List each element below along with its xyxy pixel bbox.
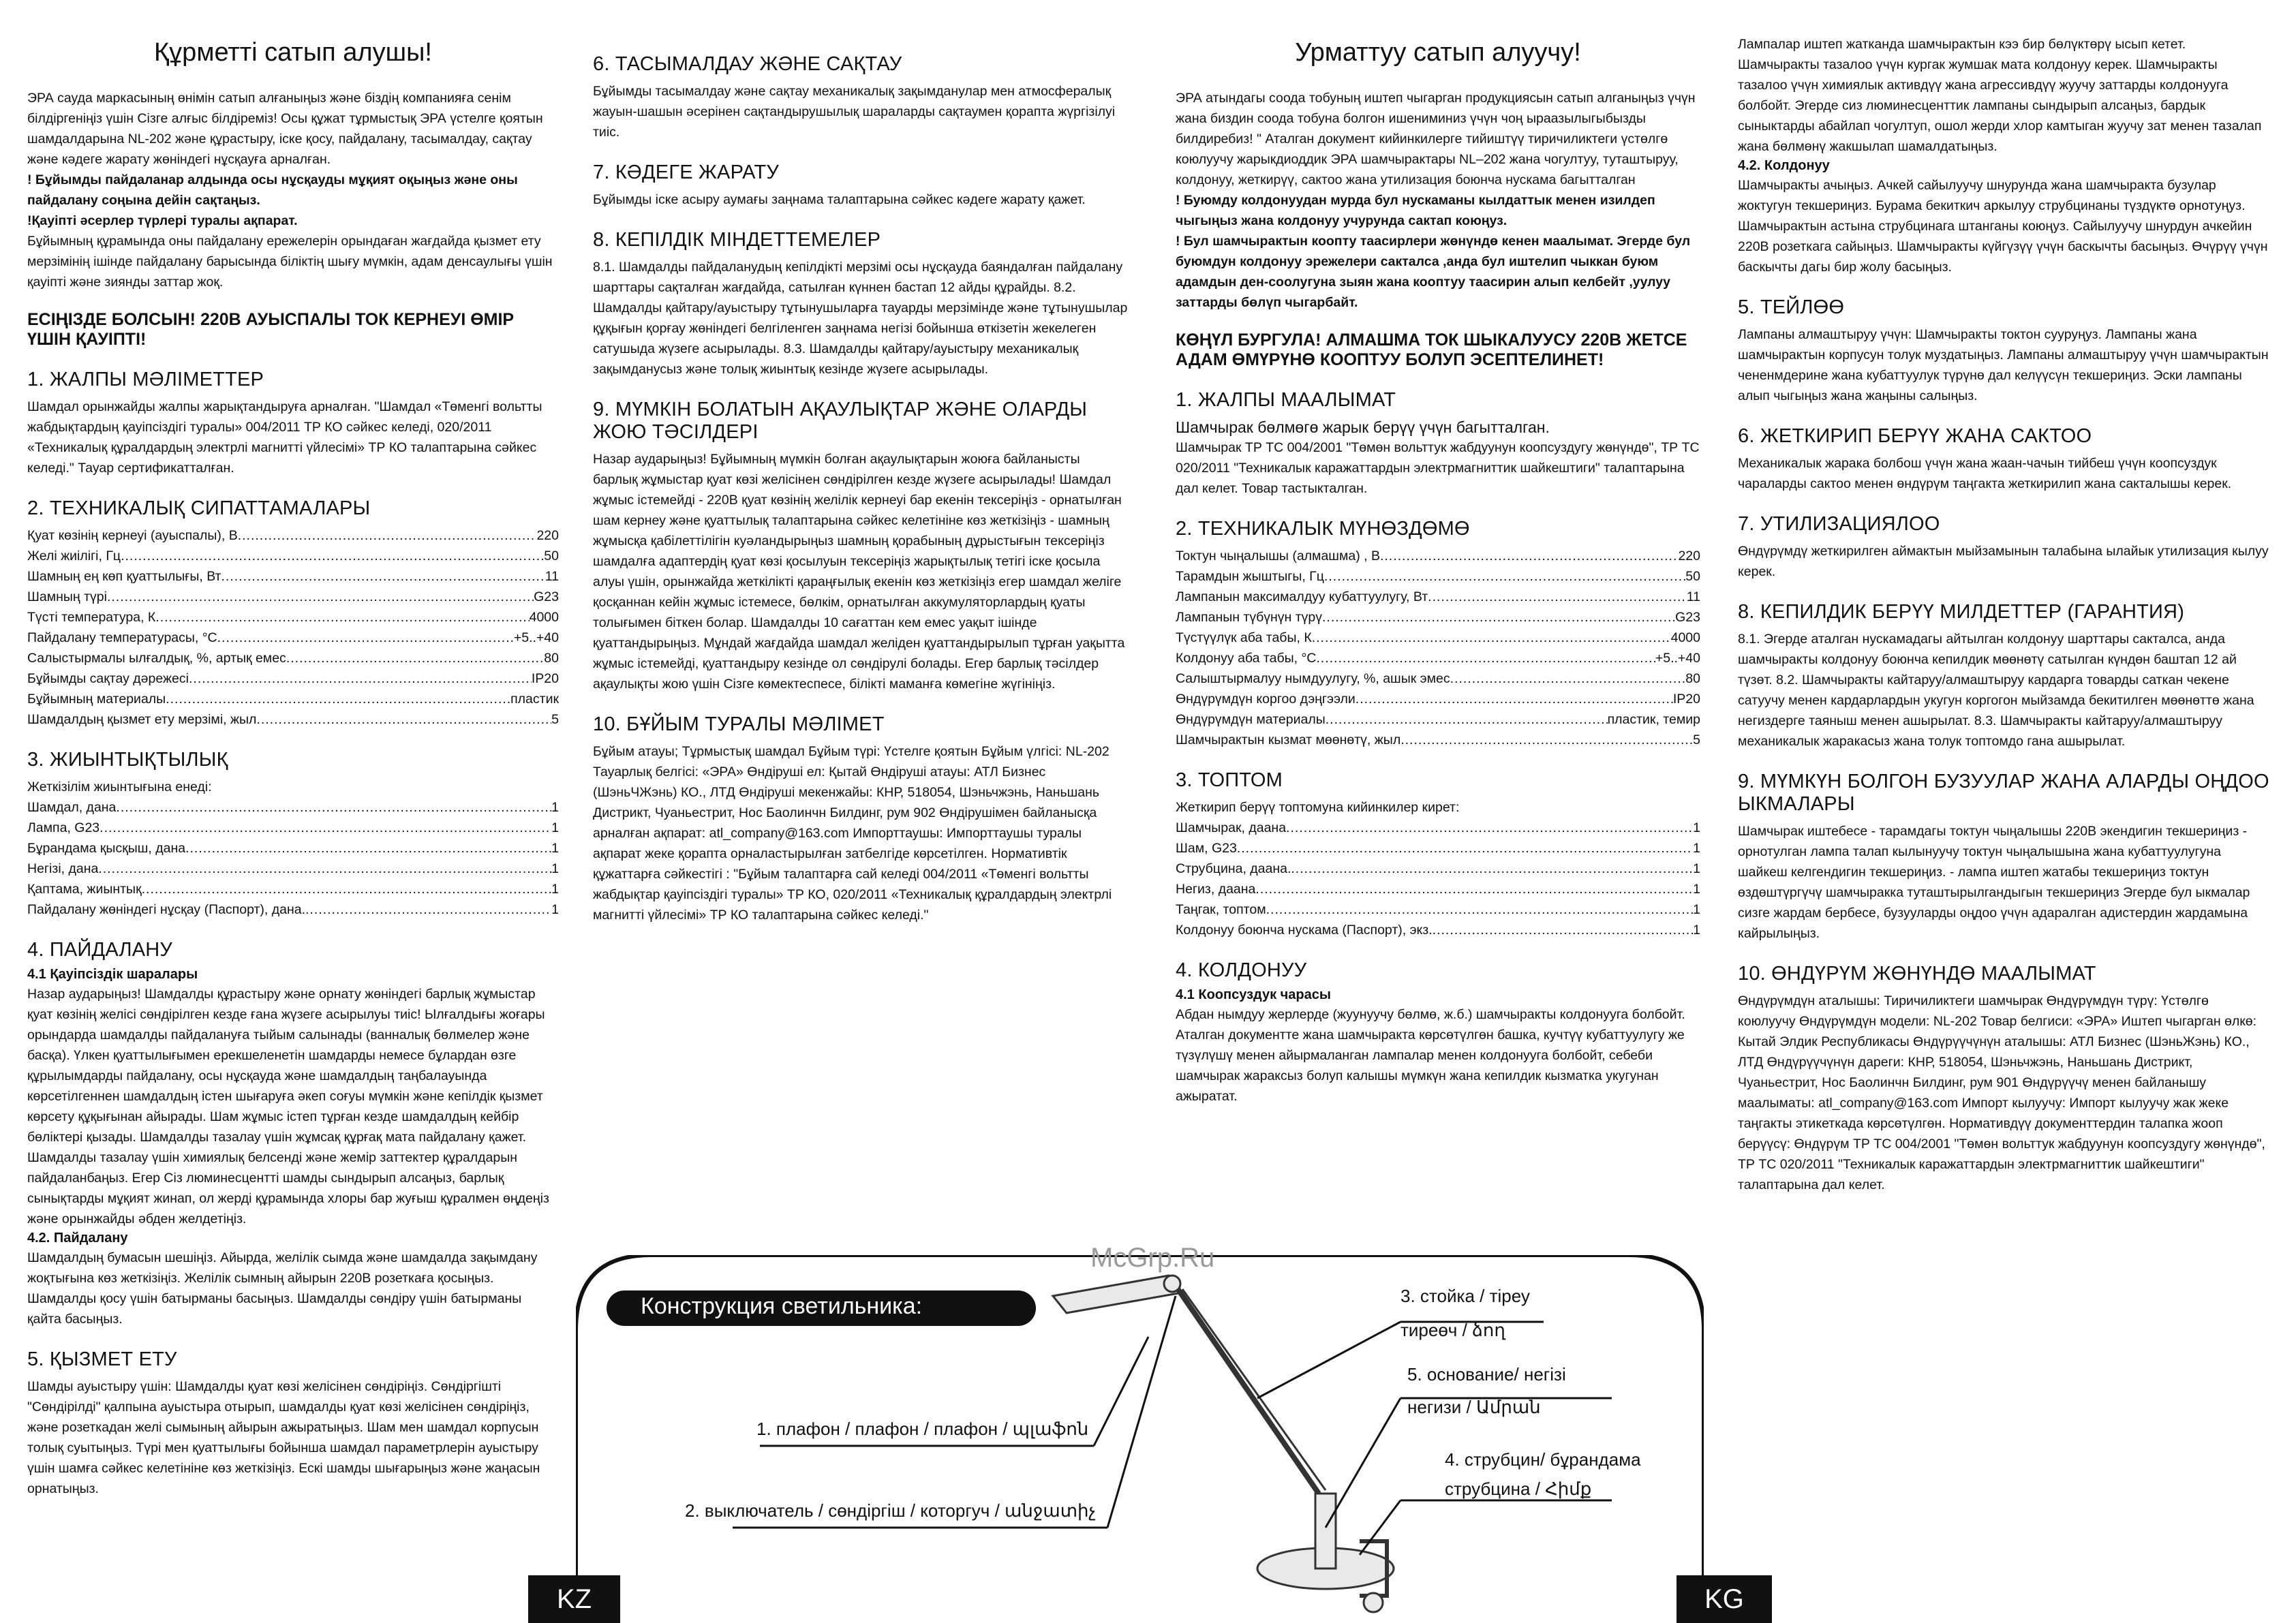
kg-s41b-text: Лампалар иштеп жатканда шамчырактын кээ бир бөлүктөрү ысып кетет. Шамчыракты тазалоо үчүн кургак жумшак мата колдонуу керек. Шамчыракты тазалоо үчүн химиялык активдүү жана агрессивдүү жуучу заттарды колдонууга болбойт. Эгерде сиз люминесценттик лампаны сындырып алсаңыз, бардык сыныктарды абайлап чогултуп, ошол жерди хлор камтыган жуучу зат менен тазалап жана бөлмөнү жакшылап шамалдатыңыз. (1738, 37, 2262, 154)
kit-label: Пайдалану жөніндегі нұсқау (Паспорт), дана. (27, 902, 306, 917)
kg-s41-text: Абдан нымдуу жерлерде (жуунуучу бөлмө, ж.б.) шамчыракты колдонууга болбойт. Аталган документте жана шамчыракта көрсөтүлгөн башка, кучтүү кубаттуулугу же түзүлүшү менен айырмаланган лампалар менен колдонууга болбойт, себеби шамчырак жараксыз болуп калышы мүмкүн жана кепилдик кызматка укугунан ажыратат. (1176, 1007, 1685, 1104)
spec-label: Лампанын түбүнүн түрү (1176, 610, 1323, 625)
kg-kit-list (1176, 818, 1700, 940)
kg-s2-title: 2. ТЕХНИКАЛЫК МҮНӨЗДӨМӨ (1176, 518, 1470, 540)
spec-value: G23 (534, 589, 559, 604)
dot-leader (1326, 709, 1608, 730)
kit-label: Лампа, G23 (27, 820, 100, 835)
watermark: McGrp.Ru (1090, 1243, 1215, 1273)
kg-s7-text: Өндүрүмдү жеткирилген аймактын мыйзамынын талабына ылайык утилизация кылуу керек. (1738, 544, 2269, 579)
dot-leader (238, 525, 537, 546)
spec-value: IP20 (1672, 692, 1700, 707)
dot-leader (155, 607, 529, 628)
kg-s8-title: 8. КЕПИЛДИК БЕРҮҮ МИЛДЕТТЕР (ГАРАНТИЯ) (1738, 601, 2185, 623)
kit-row (1176, 920, 1700, 940)
spec-label: Салыштырмалуу нымдуулугу, %, ашык эмес (1176, 671, 1450, 686)
kg-s3-title: 3. ТОПТОМ (1176, 769, 1283, 791)
kit-value: 1 (1693, 861, 1700, 876)
diagram-title: Конструкция светильника: (641, 1293, 923, 1319)
kz-s2-title: 2. ТЕХНИКАЛЫҚ СИПАТТАМАЛАРЫ (27, 497, 371, 519)
spec-label: Желі жиілігі, Гц (27, 548, 121, 563)
kit-value: 1 (1693, 820, 1700, 835)
kit-row (1176, 899, 1700, 920)
kz-note-2: !Қауіпті әсерлер түрлері туралы ақпарат. (27, 213, 298, 228)
spec-value: 80 (1685, 671, 1700, 686)
dot-leader (1380, 546, 1679, 566)
dot-leader (98, 859, 551, 879)
kz-s10-text: Бұйым атауы; Тұрмыстық шамдал Бұйым түрі: Үстелге қоятын Бұйым үлгісі: NL-202 Тауарлық белгісі: «ЭРА» Өндіруші ел: Қытай Өндіруші атауы: АТЛ Бизнес (ШэньЧЖэнь) КО., ЛТД Өндіруші мекенжайы: КНР, 518054, Шэньчжэнь, Наньшань Дистрикт, Чуаньестрит, Нос Баолинчн Билдинг, рум 902 Өндірушімен байланысқа арналған ақпарат: atl_company@163.com Импорттаушы: Импорттаушы туралы ақпарат жеке қорапта орналастырылған затбелгіде көрсетілген. Нормативтік құжаттарға сәйкестігі : "Бұйым талаптарға сай келеді 004/2011 «Төменгі вольтты жабдықтар қауіпсіздігі туралы» ТР КО, 020/2011 «Техникалық құралдардың электрлі магнитті үйлесімі» ТР КО талаптарына сәйкес келеді." (593, 744, 1112, 923)
kg-s5-text: Лампаны алмаштыруу үчүн: Шамчыракты токтон сууруңуз. Лампаны жана шамчырактын корпусун толук муздатыңыз. Лампаны алмаштыруу үчүн шамчырактын чененмдерине жана кубаттуулук түрүнө дал келүүсүн текшериңиз. Эски лампаны алып чыгыңыз жана жаңыны салыңыз. (1738, 327, 2269, 403)
kg-s1-lead: Шамчырак бөлмөгө жарык берүү үчүн багытталган. (1176, 418, 1550, 436)
kz-warning: ЕСІҢІЗДЕ БОЛСЫН! 220В АУЫСПАЛЫ ТОК КЕРНЕУІ ӨМІР ҮШІН ҚАУІПТІ! (27, 310, 515, 349)
dot-leader (1450, 668, 1686, 689)
dot-leader (166, 689, 510, 709)
kz-specs-list (27, 525, 559, 730)
spec-label: Түстүүлүк аба табы, К (1176, 630, 1312, 645)
kit-value: 1 (1693, 841, 1700, 856)
kit-label: Таңгак, топтом (1176, 902, 1266, 917)
kz-s6-title: 6. ТАСЫМАЛДАУ ЖӘНЕ САҚТАУ (593, 53, 902, 75)
kg-s9-text: Шамчырак иштебесе - тарамдагы токтун чыңалышы 220В экендигин текшериңиз - орнотулган лампа талап кылынуучу токтун чыңалышына жана кубаттуулугуна шайкеш келгендигин текшериңиз. - лампа иштеп жатабы текшериңиз токтун өздөштүргүчү шамчыракка туташтырылгандыгын текшериңиз Эгерде бул ыкмалар сизге жардам бербесе, бузууларды оңдоо үчүн адаралган адистердин жардамына кайрылыңыз. (1738, 824, 2250, 941)
kz-s3-title: 3. ЖИЫНТЫҚТЫЛЫҚ (27, 749, 228, 771)
kz-note-3: Бұйымның құрамында оны пайдалану ережелерін орындаған жағдайда қызмет ету мерзімінің ішінде пайдалану барысында біліктің шығу мүмкін, адам денсаулығы үшін қауіпті және зиянды заттар жоқ. (27, 234, 553, 290)
kz-s7-title: 7. КӘДЕГЕ ЖАРАТУ (593, 161, 779, 183)
dot-leader (305, 899, 551, 920)
spec-row (27, 607, 559, 628)
dot-leader (221, 566, 545, 587)
kz-s3-intro: Жеткізілім жиынтығына енеді: (27, 779, 212, 794)
spec-row (1176, 546, 1700, 566)
spec-value: 220 (536, 528, 559, 543)
label-switch: 2. выключатель / сөндіргіш / которгуч / անջատիչ (685, 1500, 1097, 1521)
dot-leader (286, 648, 544, 668)
spec-label: Салыстырмалы ылғалдық, %, артық емес (27, 651, 286, 666)
spec-row (1176, 648, 1700, 668)
spec-value: +5..+40 (1655, 651, 1700, 666)
kit-row (27, 899, 559, 920)
kit-value: 1 (1693, 902, 1700, 917)
spec-label: Колдонуу аба табы, °С (1176, 651, 1317, 666)
kit-value: 1 (551, 800, 559, 815)
kg-s10-title: 10. ӨНДҮРҮМ ЖӨНҮНДӨ МААЛЫМАТ (1738, 963, 2096, 985)
kg-s6-text: Механикалык жарака болбош үчүн жана жаан-чачын тийбеш үчүн коопсуздук чараларды сактоо менен өндүрүм таңгакта жеткирилип жана сакталышы керек. (1738, 456, 2232, 491)
dot-leader (1255, 879, 1693, 899)
dot-leader (1322, 607, 1675, 628)
kz-s41-text: Назар аударыңыз! Шамдалды құрастыру және орнату жөніндегі барлық жұмыстар қуат көзінің желісі сөндірілген кезде ғана жүзеге асырылуы тиіс! Ылғалдығы жоғары орындарда шамдалды пайдалануға тыйым салынады (ванналық бөлмелер және басқа). Үлкен қуаттылығымен ерекшеленетін шамдарды немесе бұлардан өзге құрылымдарды пайдалану, осы нұсқауда және шамдалдың таңбалауында көрсетілгеннен шамдалдың істен шығаруға әкеп соғуы мүмкін және кепілдік қызмет көрсету құқығынан айырады. Шам жұмыс істеп тұрған кезде шамдалдың кейбір бөліктері қызады. Шамдалды тазалау үшін жұмсақ құрғақ мата пайдалану қажет. Шамдалды тазалау үшін химиялық белсенді және жемір заттектер құралдарын пайдаланбаңыз. Егер Сіз люминесцентті шамды сындырып алсаңыз, барлық сынықтарды мұқият жинап, ол жерді құрамында хлоры бар жуғыш құралмен өңдеңіз және орынжайды әбден желдетіңіз. (27, 987, 549, 1226)
dot-leader (1356, 689, 1673, 709)
kg-s8-text: 8.1. Эгерде аталган нускамадагы айтылган колдонуу шарттары сакталса, анда шамчыракты колдонуу боюнча кепилдик мөөнөтү сатылган күндөн баштап 12 ай түзөт. 8.2. Шамчыракты кайтаруу/алмаштыруу кардарга товарды саткан чекене сатуучу менен кардарлардын укугун коргогон мыйзамда бекитилген мөөнөттө жана негиздерге таяныш менен ашырылат. 8.3. Шамчыракты кайтаруу/алмаштыруу механикалык жаракасыз жана толук топтомдо гана ашырылат. (1738, 632, 2254, 749)
spec-value: 11 (1686, 589, 1700, 604)
kit-label: Колдонуу боюнча нускама (Паспорт), экз. (1176, 923, 1433, 938)
spec-value: 220 (1678, 548, 1700, 563)
kit-label: Қаптама, жиынтық (27, 882, 142, 897)
spec-value: 4000 (529, 610, 559, 625)
spec-value: 50 (1685, 569, 1700, 584)
spec-value: 4000 (1670, 630, 1700, 645)
kg-s1-title: 1. ЖАЛПЫ МААЛЫМАТ (1176, 389, 1396, 411)
spec-row (27, 566, 559, 587)
dot-leader (107, 587, 534, 607)
dot-leader (185, 838, 551, 859)
kg-intro: ЭРА атындагы соода тобуның иштеп чыгарган продукциясын сатып алганыңыз үчүн жана биздин соода тобуна болгон ишениминиз үчүн чоң ыраазылыгыбызды билдиребиз! " Аталган документ кийинкилерге тийиштүү тиричиликтеги үстөлгө коюлуучу жарыкдиоддик ЭРА шамчырактары NL–202 жана чогултуу, туташтыруу, колдонуу, жеткирүү, сактоо жана утилизация боюнча нускама багытталган (1176, 91, 1696, 187)
spec-row (27, 648, 559, 668)
kz-kit-list (27, 797, 559, 920)
label-clamp: 4. струбцин/ бұрандама (1445, 1449, 1641, 1470)
dot-leader (1237, 838, 1693, 859)
kz-s5-title: 5. ҚЫЗМЕТ ЕТУ (27, 1348, 177, 1370)
kit-value: 1 (551, 861, 559, 876)
kg-specs-list (1176, 546, 1700, 750)
kit-row (1176, 838, 1700, 859)
spec-value: пластик, темир (1607, 712, 1700, 727)
spec-row (1176, 709, 1700, 730)
kit-value: 1 (1693, 923, 1700, 938)
spec-row (1176, 607, 1700, 628)
spec-label: Шамның түрі (27, 589, 107, 604)
kg-title: Урматтуу сатып алуучу! (1295, 38, 1581, 67)
spec-row (1176, 566, 1700, 587)
spec-row (1176, 628, 1700, 648)
kg-s42-title: 4.2. Колдонуу (1738, 158, 1830, 173)
kz-s41-title: 4.1 Қауіпсіздік шаралары (27, 967, 198, 982)
spec-row (27, 587, 559, 607)
kit-row (1176, 818, 1700, 838)
kit-label: Шам, G23 (1176, 841, 1237, 856)
dot-leader (217, 628, 514, 648)
spec-value: пластик (510, 692, 559, 707)
spec-label: Өндүрүмдүн материалы (1176, 712, 1326, 727)
kit-row (27, 838, 559, 859)
spec-label: Лампанын максималдуу кубаттуулугу, Вт (1176, 589, 1428, 604)
spec-label: Бұйымның материалы (27, 692, 166, 707)
kit-label: Струбцина, даана. (1176, 861, 1291, 876)
spec-value: 11 (545, 569, 559, 584)
spec-value: 5 (551, 712, 559, 727)
kg-s10-text: Өндүрүмдүн аталышы: Тиричиликтеги шамчырак Өндүрүмдүн түрү: Үстөлгө коюлуучу Өндүрүмдүн модели: NL-202 Товар белгиси: «ЭРА» Иштеп чыгарган өлкө: Кытай Элдик Республикасы Өндүрүүчүнүн аталышы: АТЛ Бизнес (ШэньЖэнь) КО., ЛТД Өндүрүүчүнүн дареги: КНР, 518054, Шэньчжэнь, Наньшань Дистрикт, Чуаньестрит, Нос Баолинчн Билдинг, рум 901 Өндүрүүчү менен байланышу маалыматы: atl_company@163.com Импорт кылуучу: Импорт кылуучу жак жеке таңгакты этикеткада көрсөтүлгөн. Нормативдүү документтердин талапка жооп берүүсү: Өндүрүм ТР ТС 004/2001 "Төмөн вольттук жабдуунун коопсуздугу жөнүндө", ТР ТС 020/2011 "Техникалык каражаттардын электрмагниттик шайкештиги" талаптарына дал келет. (1738, 993, 2265, 1192)
dot-leader (142, 879, 552, 899)
dot-leader (1291, 859, 1693, 879)
label-base-kg: негизи / Ամրան (1407, 1397, 1541, 1417)
spec-value: G23 (1675, 610, 1700, 625)
spec-value: 50 (544, 548, 559, 563)
spec-row (1176, 668, 1700, 689)
label-base: 5. основание/ негізі (1407, 1364, 1566, 1385)
spec-row (27, 668, 559, 689)
dot-leader (1286, 818, 1693, 838)
kit-value: 1 (551, 841, 559, 856)
kg-s4-title: 4. КОЛДОНУУ (1176, 959, 1307, 981)
kz-intro: ЭРА сауда маркасының өнімін сатып алғаныңыз және біздің компанияға сенім білдіргеніңіз үшін Сізге алғыс білдіреміз! Осы құжат тұрмыстық ЭРА үстелге қоятын шамдалдарына NL-202 және құрастыру, іске қосу, пайдалану, тасымалдау, сақтау және кәдеге жарату жөніндегі нұсқауға арналған. (27, 91, 543, 167)
lang-tab-kg: KG (1677, 1575, 1772, 1623)
spec-row (27, 628, 559, 648)
label-plafon: 1. плафон / плафон / плафон / պլաֆոն (756, 1419, 1089, 1439)
lamp-construction-diagram (576, 1243, 1704, 1623)
spec-label: Токтун чыңалышы (алмашма) , В (1176, 548, 1380, 563)
spec-value: 80 (544, 651, 559, 666)
spec-label: Қуат көзінің кернеуі (ауыспалы), В (27, 528, 238, 543)
spec-row (27, 525, 559, 546)
spec-label: Шамчырактын кызмат мөөнөтү, жыл (1176, 732, 1401, 747)
kz-s10-title: 10. БҰЙЫМ ТУРАЛЫ МӘЛІМЕТ (593, 713, 885, 735)
spec-label: Пайдалану температурасы, °С (27, 630, 217, 645)
kz-column-2 (593, 0, 1128, 925)
kit-row (27, 859, 559, 879)
kz-title: Құрметті сатып алушы! (154, 38, 432, 67)
spec-value: 5 (1693, 732, 1700, 747)
kg-s3-intro: Жеткирип берүү топтомуна кийинкилер кирет: (1176, 800, 1460, 815)
kz-s8-text: 8.1. Шамдалды пайдаланудың кепілдікті мерзімі осы нұсқауда баяндалған пайдалану шарттары сақталған жағдайда, сатылған күннен бастап 12 айды құрайды. 8.2. Шамдалды қайтару/ауыстыру тұтынушыларға тауарды мерзімінде және тұтынушылар құқығын қорғау жөніндегі белгіленген заңнама негізі бойынша өткізетін жекелеген сатушыда жүзеге асырылады. 8.3. Шамдалды қайтару/ауыстыру механикалық зақымданусыз және толық жиынтық кезінде жүзеге асырылады. (593, 260, 1128, 377)
kg-note-2: ! Бул шамчырактын коопту таасирлери жөнүндө кенен маалымат. Эгерде бул буюмдун колдонуу эрежелери сакталса ,анда бул иштелип чыккан буюм адамдын ден-соолугуна зыян жана кооптуу таасирин алып келбейт ,уулуу заттарды бөлүп чыгарбайт. (1176, 234, 1691, 310)
spec-label: Шамның ең көп қуаттылығы, Вт (27, 569, 221, 584)
spec-row (1176, 587, 1700, 607)
dot-leader (1266, 899, 1694, 920)
spec-value: +5..+40 (513, 630, 559, 645)
kz-s8-title: 8. КЕПІЛДІК МІНДЕТТЕМЕЛЕР (593, 229, 881, 251)
spec-value: IP20 (531, 671, 559, 686)
spec-row (27, 689, 559, 709)
lang-tab-kz: KZ (528, 1575, 620, 1623)
kit-value: 1 (551, 902, 559, 917)
spec-label: Өндүрүмдүн коргоо дэңгээли (1176, 692, 1356, 707)
kz-s1-title: 1. ЖАЛПЫ МӘЛІМЕТТЕР (27, 369, 264, 390)
label-stand: 3. стойка / тіреу (1400, 1286, 1530, 1306)
kz-note-1: ! Бұйымды пайдаланар алдында осы нұсқауды мұқият оқыңыз және оны пайдалану соңына дейін сақтаңыз. (27, 172, 518, 208)
kz-s9-text: Назар аударыңыз! Бұйымның мүмкін болған ақаулықтарын жоюға байланысты барлық жұмыстар қуат көзі желісінен сөндірілген кезде жүзеге асырылады! Шамдал жұмыс істемейді - 220В қуат көзінің желілік кернеуі бар екенін тексеріңіз - орнатылған шам кернеу және қуаттылық талаптарына сәйкес келетініне көз жеткізіңіз - шамның жұмысқа қабілеттілігін куәландырыңыз шамның қорабының дұрыстығын тексеріңіз шамдалға адаптердің қуат көзі қосылуын тексеріңіз жарықтылық тетігі іске қосыла алуы үшін, орынжайда жеткілікті қараңғылық екенін көз жеткізіңіз егер шамдал желіге қосқаннан кейін жұмыс істемесе, бөлкім, орнатылған аккумуляторлардың қуаты толығымен біткен болар. Шамдалды 10 сағаттан кем емес уақыт ішінде қуаттандырыңыз. Мұндай жағдайда шамдал желіден қуаттандырылып тұрған уақытта жұмыс істемейді, қуаттандыру кезінде ол сөндірулі болады. Егер барлық тәсілдер ақаулықты жою үшін Сізге көмектеспесе, білікті маманға көмегіне жүгініңіз. (593, 452, 1125, 692)
kg-s6-title: 6. ЖЕТКИРИП БЕРҮҮ ЖАНА САКТОО (1738, 425, 2092, 447)
kz-s42-title: 4.2. Пайдалану (27, 1231, 128, 1246)
kit-value: 1 (551, 820, 559, 835)
kz-s5-text: Шамды ауыстыру үшін: Шамдалды қуат көзі желісінен сөндіріңіз. Сөндіргішті "Сөндірілді" қалпына ауыстыра отырып, шамдалды қуат көзі желісінен сөндіріңіз, және розеткадан желі сымының айырын ажыратыңыз. Шам мен шамдал корпусын толық суытыңыз. Түрі мен қуаттылығы бойынша шамдал параметрлерін ауыстыру үшін шамға сәйкес келетініне көз жеткізіңіз. Ескі шамды шығарыңыз және жаңасын орнатыңыз. (27, 1379, 540, 1496)
kit-row (27, 879, 559, 899)
dot-leader (121, 546, 544, 566)
dot-leader (189, 668, 532, 689)
label-clamp-kg: струбцина / Հիմք (1445, 1479, 1592, 1499)
dot-leader (1400, 730, 1693, 750)
spec-row (27, 546, 559, 566)
spec-label: Шамдалдың қызмет ету мерзімі, жыл (27, 712, 257, 727)
kit-row (27, 797, 559, 818)
kz-s7-text: Бұйымды іске асыру аумағы заңнама талаптарына сәйкес кәдеге жарату қажет. (593, 192, 1086, 207)
kz-s9-title: 9. МҮМКІН БОЛАТЫН АҚАУЛЫҚТАР ЖӘНЕ ОЛАРДЫ ЖОЮ ТӘСІЛДЕРІ (593, 399, 1088, 443)
kz-s4-title: 4. ПАЙДАЛАНУ (27, 939, 173, 961)
kg-s7-title: 7. УТИЛИЗАЦИЯЛОО (1738, 513, 1940, 535)
kg-column-1 (1176, 0, 1700, 1107)
dot-leader (256, 709, 551, 730)
kg-note-1: ! Буюмду колдонуудан мурда бул нускаманы кылдаттык менен изилдеп чыгыңыз жана колдонуу учурунда сактап коюңуз. (1176, 193, 1655, 228)
dot-leader (100, 818, 551, 838)
kit-value: 1 (1693, 882, 1700, 897)
spec-row (1176, 689, 1700, 709)
kit-row (1176, 879, 1700, 899)
spec-row (27, 709, 559, 730)
dot-leader (1433, 920, 1693, 940)
kz-s1-text: Шамдал орынжайды жалпы жарықтандыруға арналған. "Шамдал «Төменгі вольтты жабдықтардың қауіпсіздігі туралы» 004/2011 ТР КО сәйкес келеді, 020/2011 «Техникалық құралдардың электрлі магнитті үйлесімі» ТР КО талаптарына сәйкес келеді." Тауар сертификатталған. (27, 399, 542, 476)
kz-s6-text: Бұйымды тасымалдау және сақтау механикалық зақымданулар мен атмосфералық жауын-шашын әсерінен сақтандырушылық шараларды сақтаумен қорапта жүргізілуі тиіс. (593, 84, 1116, 140)
kg-s9-title: 9. МҮМКҮН БОЛГОН БУЗУУЛАР ЖАНА АЛАРДЫ ОҢДОО ЫКМАЛАРЫ (1738, 771, 2269, 815)
dot-leader (1324, 566, 1685, 587)
kg-column-2 (1738, 0, 2269, 1195)
kit-label: Шамчырак, даана (1176, 820, 1287, 835)
dot-leader (116, 797, 551, 818)
kg-s1-text: Шамчырак ТР ТС 004/2001 "Төмөн вольттук жабдуунун коопсуздугу жөнүндө", ТР ТС 020/2011 "Техникалык каражаттардын электрмагниттик шайкештиги" талаптарына дал келет. Товар тастыкталган. (1176, 440, 1700, 496)
spec-row (1176, 730, 1700, 750)
dot-leader (1428, 587, 1687, 607)
kg-s41-title: 4.1 Коопсуздук чарасы (1176, 987, 1331, 1002)
kit-row (27, 818, 559, 838)
kit-value: 1 (551, 882, 559, 897)
spec-label: Тарамдын жыштыгы, Гц (1176, 569, 1324, 584)
spec-label: Түсті температура, К (27, 610, 156, 625)
kit-label: Шамдал, дана (27, 800, 117, 815)
kit-label: Негиз, даана (1176, 882, 1256, 897)
kz-s42-text: Шамдалдың бумасын шешіңіз. Айырда, желілік сымда және шамдалда зақымдану жоқтығына көз жеткізіңіз. Желілік сымның айырын 220В розеткаға қосыңыз. Шамдалды қосу үшін батырманы басыңыз. Шамдалды сөндіру үшін батырманы қайта басыңыз. (27, 1250, 538, 1327)
kg-s5-title: 5. ТЕЙЛӨӨ (1738, 296, 1845, 318)
label-stand-kg: тиреөч / ձող (1400, 1320, 1505, 1340)
dot-leader (1312, 628, 1671, 648)
kit-row (1176, 859, 1700, 879)
kit-label: Негізі, дана (27, 861, 99, 876)
kg-warning: КӨҢҮЛ БУРГУЛА! АЛМАШМА ТОК ШЫКАЛУУСУ 220В ЖЕТСЕ АДАМ ӨМҮРҮНӨ КООПТУУ БОЛУП ЭСЕПТЕЛИНЕТ! (1176, 330, 1687, 369)
dot-leader (1316, 648, 1655, 668)
kit-label: Бұрандама қысқыш, дана (27, 841, 186, 856)
kg-s42-text: Шамчыракты ачыңыз. Ачкей сайылуучу шнурунда жана шамчыракта бузулар жоктугун текшериңиз. Бурама бекиткич аркылуу струбцинаны түздүктө орнотуңуз. Шамчырактын астына струбцинага штанганы коюңуз. Сайылуучу шнурдун ачкейин 220В розеткага сайыңыз. Шамчыракты күйгүзүү үчүн баскычты басыңыз. Өчүрүү үчүн баскычты дагы бир жолу басыңыз. (1738, 178, 2268, 275)
spec-label: Бұйымды сақтау дәрежесі (27, 671, 189, 686)
kz-column-1 (27, 0, 559, 1499)
